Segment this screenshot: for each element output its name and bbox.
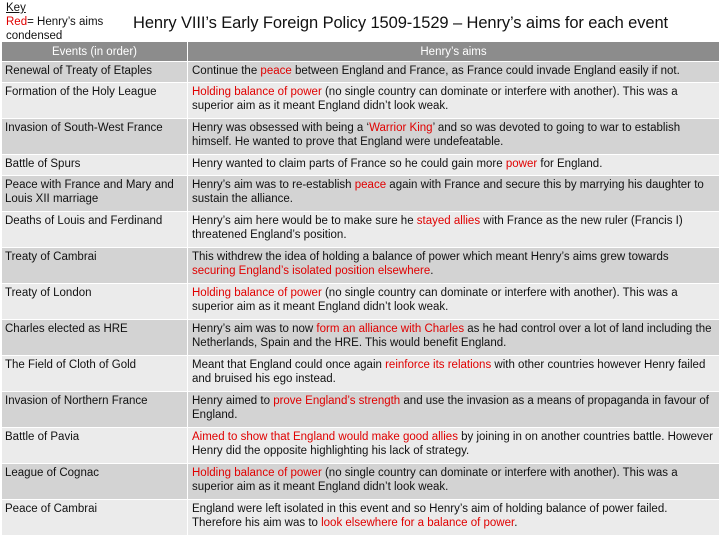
aims-table [1, 41, 720, 536]
event-cell: Treaty of Cambrai [2, 248, 188, 284]
event-cell: League of Cognac [2, 464, 188, 500]
event-cell: Battle of Pavia [2, 428, 188, 464]
aim-text: England were left isolated in this event and so Henry’s aim of holding balance of power failed. Therefore his aim was to [192, 503, 668, 529]
aim-text: Henry’s aim here would be to make sure he [192, 215, 417, 227]
aim-cell [188, 62, 720, 83]
table-row [2, 464, 720, 500]
aim-text: as he had control over a lot of land including the Netherlands, Spain and the HRE. This would benefit England. [192, 323, 712, 349]
event-cell: Invasion of Northern France [2, 392, 188, 428]
aim-highlight: look elsewhere for a balance of power [321, 517, 515, 529]
event-cell: The Field of Cloth of Gold [2, 356, 188, 392]
aim-text: Henry was obsessed with being a ‘ [192, 122, 370, 134]
aim-cell [188, 356, 720, 392]
aim-highlight: form an alliance with Charles [316, 323, 465, 335]
event-cell: Peace with France and Mary and Louis XII marriage [2, 176, 188, 212]
aim-text: Henry’s aim was to re-establish [192, 179, 355, 191]
aim-highlight: securing England’s isolated position elsewhere [192, 265, 431, 277]
event-cell: Peace of Cambrai [2, 500, 188, 536]
table-row [2, 500, 720, 536]
aim-text: This withdrew the idea of holding a balance of power which meant Henry’s aims grew towards [192, 251, 669, 263]
aim-text: for England. [537, 158, 603, 170]
aim-text: Henry wanted to claim parts of France so he could gain more [192, 158, 506, 170]
aim-text: with France as the new ruler (Francis I) threatened England’s position. [192, 215, 683, 241]
key-description [6, 15, 121, 43]
aim-text: with other countries however Henry failed and bruised his ego instead. [192, 359, 706, 385]
header-aims: Henry’s aims [188, 42, 720, 62]
aim-highlight: power [505, 158, 538, 170]
table-row [2, 356, 720, 392]
table-row [2, 428, 720, 464]
table-row [2, 119, 720, 155]
aim-cell [188, 248, 720, 284]
aim-text: (no single country can dominate or interfere with another). This was a superior aim as it meant England didn’t look weak. [192, 86, 678, 112]
aim-text: Henry’s aim was to now [192, 323, 317, 335]
aim-cell [188, 428, 720, 464]
aim-highlight: reinforce its relations [385, 359, 492, 371]
aim-text: . [514, 517, 518, 529]
table-row [2, 83, 720, 119]
aim-text: Continue the [192, 65, 261, 77]
aim-text: (no single country can dominate or interfere with another). This was a superior aim as it meant England didn’t look weak. [192, 467, 678, 493]
event-cell: Battle of Spurs [2, 155, 188, 176]
aim-highlight: Holding balance of power [192, 287, 322, 299]
aim-text: ’ and so was devoted to going to war to establish himself. He wanted to prove that England were undefeatable. [192, 122, 681, 148]
aim-highlight: stayed allies [416, 215, 481, 227]
aim-cell [188, 176, 720, 212]
table-row [2, 176, 720, 212]
event-cell: Charles elected as HRE [2, 320, 188, 356]
aim-highlight: peace [354, 179, 387, 191]
aim-cell [188, 500, 720, 536]
event-cell: Formation of the Holy League [2, 83, 188, 119]
aim-text: Henry aimed to [192, 395, 274, 407]
aim-highlight: prove England’s strength [273, 395, 401, 407]
aim-text: by joining in on another countries battle. However Henry did the opposite highlighting his lack of strategy. [192, 431, 714, 457]
event-cell: Treaty of London [2, 284, 188, 320]
table-body [2, 62, 720, 536]
aim-cell [188, 83, 720, 119]
aim-text: and use the invasion as a means of propaganda in favour of England. [192, 395, 709, 421]
key-rest-text: = Henry’s aims condensed [6, 16, 104, 42]
key-legend [6, 1, 121, 43]
aim-highlight: Warrior King [369, 122, 433, 134]
aim-text: again with France and secure this by marrying his daughter to sustain the alliance. [192, 179, 704, 205]
table-header-row [2, 42, 720, 62]
page-title: Henry VIII’s Early Foreign Policy 1509-1529 – Henry’s aims for each event [133, 14, 669, 32]
aim-highlight: Aimed to show that England would make good allies [192, 431, 458, 443]
aim-text: between England and France, as France could invade England easily if not. [291, 65, 680, 77]
aim-cell [188, 212, 720, 248]
table-row [2, 392, 720, 428]
aim-highlight: Holding balance of power [192, 86, 322, 98]
table-row [2, 212, 720, 248]
table-row [2, 320, 720, 356]
table-row [2, 248, 720, 284]
table-row [2, 284, 720, 320]
aim-cell [188, 155, 720, 176]
event-cell: Invasion of South-West France [2, 119, 188, 155]
header-events: Events (in order) [2, 42, 188, 62]
event-cell: Deaths of Louis and Ferdinand [2, 212, 188, 248]
aim-cell [188, 320, 720, 356]
aim-cell [188, 464, 720, 500]
aim-cell [188, 392, 720, 428]
table-row [2, 62, 720, 83]
aim-cell [188, 119, 720, 155]
key-red-word: Red [6, 16, 28, 28]
aim-text: . [430, 265, 434, 277]
aim-highlight: peace [260, 65, 292, 77]
aim-highlight: Holding balance of power [192, 467, 322, 479]
event-cell: Renewal of Treaty of Etaples [2, 62, 188, 83]
key-title: Key [6, 2, 26, 14]
aim-text: Meant that England could once again [192, 359, 386, 371]
table-row [2, 155, 720, 176]
aim-cell [188, 284, 720, 320]
aim-text: (no single country can dominate or interfere with another). This was a superior aim as it meant England didn’t look weak. [192, 287, 678, 313]
